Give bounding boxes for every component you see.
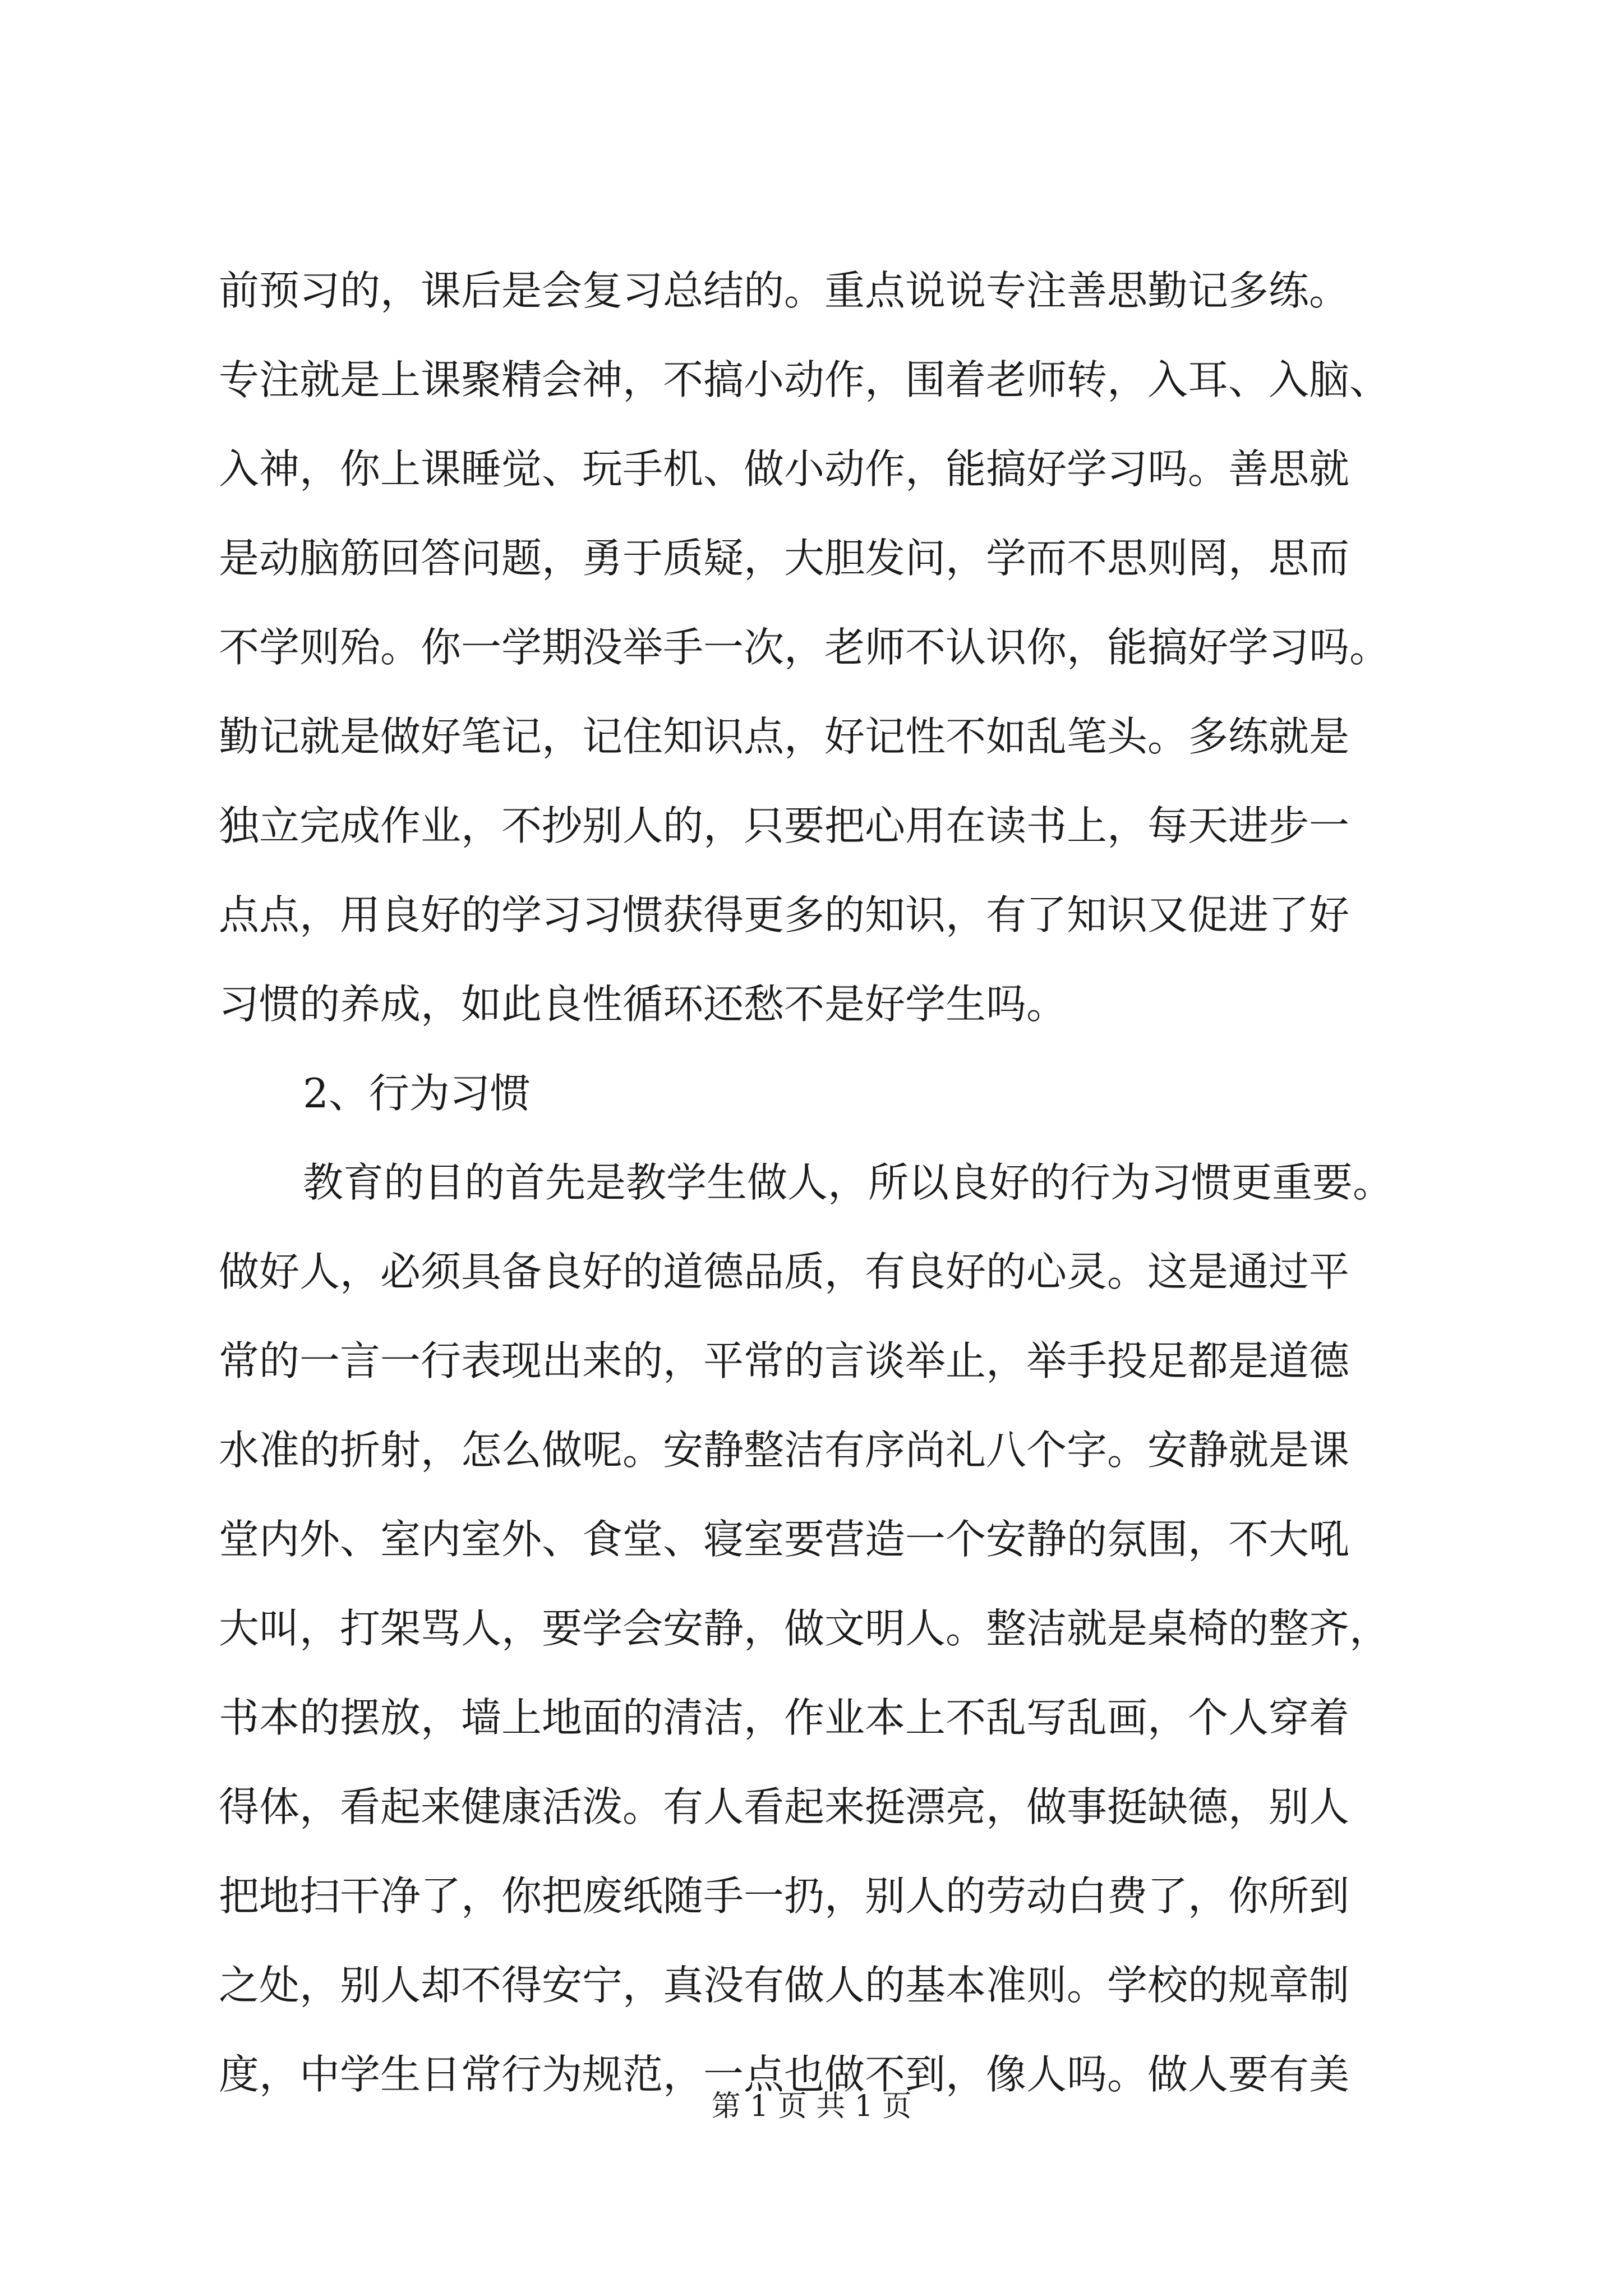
text-line: 前预习的，课后是会复习总结的。重点说说专注善思勤记多练。 bbox=[219, 267, 1350, 314]
paragraph-first-line: 教育的目的首先是教学生做人，所以良好的行为习惯更重要。 bbox=[303, 1159, 1394, 1206]
text-line: 之处，别人却不得安宁，真没有做人的基本准则。学校的规章制 bbox=[219, 1962, 1350, 2009]
text-line: 习惯的养成，如此良性循环还愁不是好学生吗。 bbox=[219, 981, 1067, 1028]
text-line: 大叫，打架骂人，要学会安静，做文明人。整洁就是桌椅的整齐， bbox=[219, 1605, 1390, 1652]
text-line: 入神，你上课睡觉、玩手机、做小动作，能搞好学习吗。善思就 bbox=[219, 445, 1350, 493]
text-line: 专注就是上课聚精会神，不搞小动作，围着老师转，入耳、入脑、 bbox=[219, 356, 1390, 403]
section-heading: 2、行为习惯 bbox=[303, 1070, 531, 1117]
page-footer: 第 1 页 共 1 页 bbox=[711, 2090, 912, 2123]
text-line: 书本的摆放，墙上地面的清洁，作业本上不乱写乱画，个人穿着 bbox=[219, 1694, 1350, 1741]
text-line: 不学则殆。你一学期没举手一次，老师不认识你，能搞好学习吗。 bbox=[219, 624, 1390, 671]
text-line: 独立完成作业，不抄别人的，只要把心用在读书上，每天进步一 bbox=[219, 802, 1350, 849]
text-line: 点点，用良好的学习习惯获得更多的知识，有了知识又促进了好 bbox=[219, 891, 1350, 938]
text-line: 度，中学生日常行为规范，一点也做不到，像人吗。做人要有美 bbox=[219, 2051, 1350, 2098]
text-line: 是动脑筋回答问题，勇于质疑，大胆发问，学而不思则罔，思而 bbox=[219, 535, 1350, 582]
text-line: 常的一言一行表现出来的，平常的言谈举止，举手投足都是道德 bbox=[219, 1337, 1350, 1384]
text-line: 堂内外、室内室外、食堂、寝室要营造一个安静的氛围，不大吼 bbox=[219, 1516, 1350, 1563]
text-line: 做好人，必须具备良好的道德品质，有良好的心灵。这是通过平 bbox=[219, 1248, 1350, 1295]
text-line: 勤记就是做好笔记，记住知识点，好记性不如乱笔头。多练就是 bbox=[219, 713, 1350, 760]
text-line: 得体，看起来健康活泼。有人看起来挺漂亮，做事挺缺德，别人 bbox=[219, 1783, 1350, 1830]
text-line: 把地扫干净了，你把废纸随手一扔，别人的劳动白费了，你所到 bbox=[219, 1872, 1350, 1920]
text-line: 水准的折射，怎么做呢。安静整洁有序尚礼八个字。安静就是课 bbox=[219, 1427, 1350, 1474]
